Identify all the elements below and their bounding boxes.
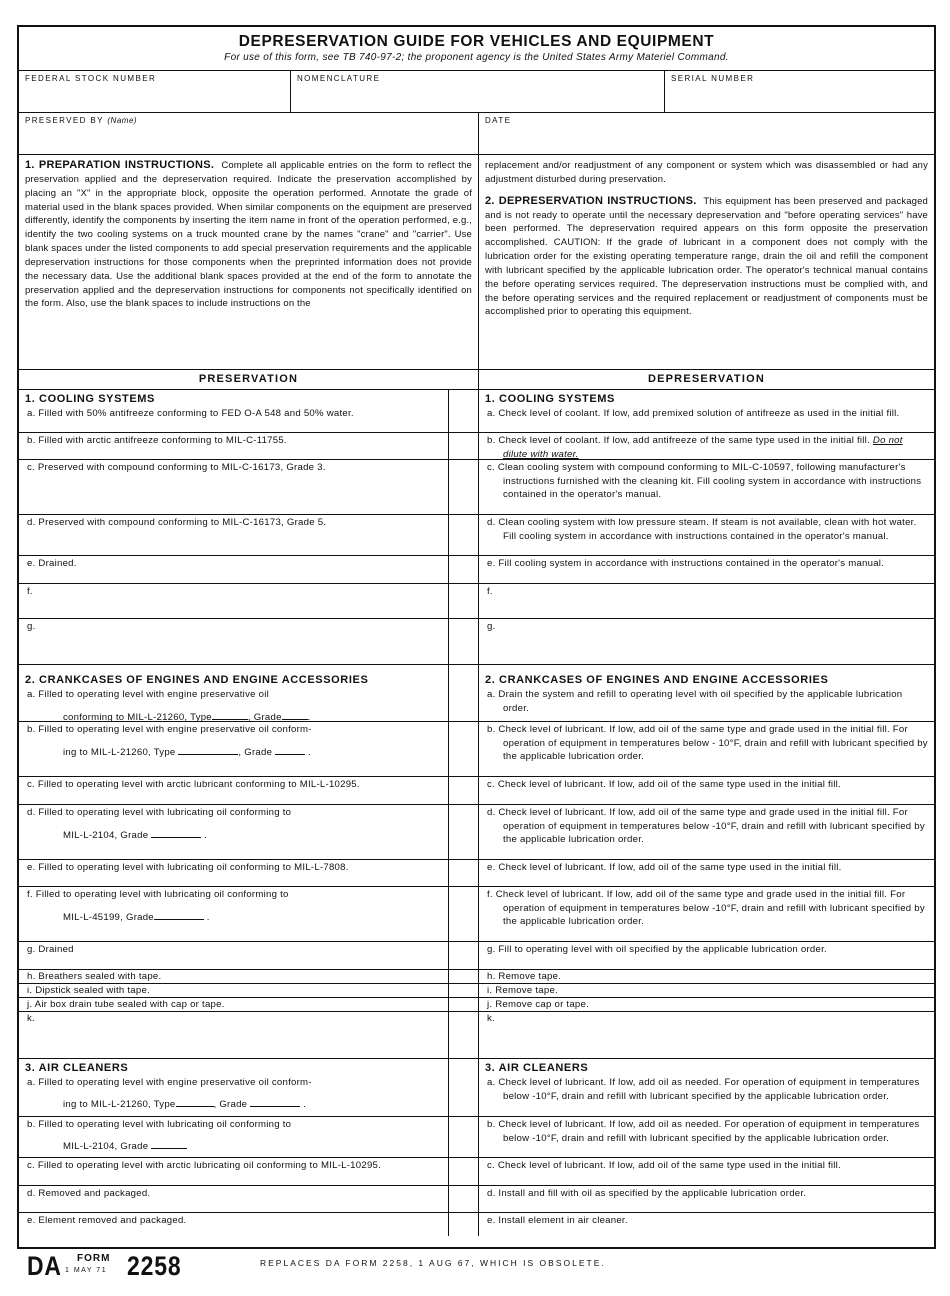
crank-pres-g: g. Drained: [27, 944, 74, 955]
crank-row-e: [19, 860, 478, 887]
preparation-continued: replacement and/or readjustment of any component or system which was disassembled or had any adjustment disturbed during preservation.: [485, 160, 928, 185]
crank-dep-row-b: [479, 722, 934, 777]
air-pres-b: b. Filled to operating level with lubricating oil conforming to: [27, 1119, 292, 1130]
preparation-text: Complete all applicable entries on the form to reflect the preservation applied and the depreservation required. Indicate the preservation accomplished by placing an "X" in the appropriate block, opposite the operation performed. Annotate the grade of material used in the blank spaces provided. When similar components on the equipment are preserved differently, identify the components by inserting the item name in front of the operation performed, e.g., identify the two cooling systems on a truck mounted crane by the names "crane" and "carrier". Use blank spaces under the listed components to add special preservation requirements and the applicable depreservation instructions for those components when the preprinted information does not provide the necessary data. Use the additional blank spaces provided at the end of the form to annotate the preservation applied and the depreservation instructions for components not specifically identified on the form. Also, use the blank spaces to include instructions on the: [25, 160, 472, 310]
serial-number-field[interactable]: [665, 71, 934, 112]
crankcase-depreservation: [479, 665, 934, 1058]
cooling-dep-row-e: [479, 556, 934, 584]
air-row-b: [19, 1117, 478, 1158]
crank-dep-e: e. Check level of lubricant. If low, add oil of the same type used in the initial fill.: [487, 862, 842, 873]
cooling-dep-heading: 1. COOLING SYSTEMS: [485, 393, 615, 405]
form-date: 1 MAY 71: [65, 1267, 108, 1274]
crank-row-h: [19, 970, 478, 984]
air-depreservation: [479, 1059, 934, 1236]
type-blank[interactable]: [212, 710, 248, 720]
grade-blank[interactable]: [250, 1097, 300, 1107]
crank-dep-row-c: [479, 777, 934, 805]
form-number: 2258: [127, 1251, 182, 1281]
preserved-by-text: PRESERVED BY: [25, 116, 104, 125]
crank-pres-b2: ing to MIL-L-21260, Type , Grade .: [63, 746, 311, 758]
serial-number-label: SERIAL NUMBER: [671, 74, 755, 83]
crank-pres-b-grade: , Grade: [238, 746, 273, 758]
type-blank[interactable]: [176, 1097, 214, 1107]
crank-checkbox-k[interactable]: [448, 1012, 478, 1058]
cooling-dep-row-a: [479, 390, 934, 433]
cooling-dep-g: g.: [487, 621, 496, 632]
form-label: FORM: [77, 1253, 111, 1264]
air-checkbox-c[interactable]: [448, 1158, 478, 1185]
form-footer: [27, 1250, 927, 1290]
air-checkbox-b[interactable]: [448, 1117, 478, 1157]
air-dep-row-d: [479, 1186, 934, 1213]
air-pres-b2: [19, 1132, 448, 1154]
crank-dep-d: d. Check level of lubricant. If low, add oil of the same type and grade used in the initial fill. For operation of equipment in temperatures below -10°F, drain and refill with lubricant specified by the applicable lubrication order.: [487, 807, 925, 846]
air-pres-e: e. Element removed and packaged.: [27, 1215, 187, 1226]
cooling-checkbox-a[interactable]: [448, 390, 478, 432]
crank-pres-e: e. Filled to operating level with lubricating oil conforming to MIL-L-7808.: [27, 862, 349, 873]
crank-pres-a: a. Filled to operating level with engine preservative oil: [27, 689, 269, 700]
crank-row-j: [19, 998, 478, 1012]
grade-blank[interactable]: [282, 710, 308, 720]
cooling-pres-c: c. Preserved with compound conforming to MIL-C-16173, Grade 3.: [27, 462, 326, 473]
air-pres-a-grade: , Grade: [213, 1098, 248, 1110]
cooling-pres-a: a. Filled with 50% antifreeze conforming to FED O-A 548 and 50% water.: [27, 408, 354, 419]
air-pres-d: d. Removed and packaged.: [27, 1188, 151, 1199]
air-dep-c: c. Check level of lubricant. If low, add oil of the same type used in the initial fill.: [487, 1160, 841, 1171]
crank-pres-a-type: conforming to MIL-L-21260, Type: [63, 711, 212, 723]
cooling-heading: 1. COOLING SYSTEMS: [25, 393, 155, 405]
air-pres-a-type: ing to MIL-L-21260, Type: [63, 1098, 176, 1110]
type-blank[interactable]: [178, 745, 238, 755]
cooling-depreservation: [479, 390, 934, 664]
crank-row-a: [19, 665, 478, 722]
cooling-dep-f: f.: [487, 586, 493, 597]
cooling-checkbox-d[interactable]: [448, 515, 478, 555]
air-dep-heading: 3. AIR CLEANERS: [485, 1062, 589, 1074]
cooling-row-g: [19, 619, 478, 664]
cooling-row-b: [19, 433, 478, 460]
cooling-row-f: [19, 584, 478, 619]
crank-dep-a: a. Drain the system and refill to operating level with oil specified by the applicable lubrication order.: [487, 689, 903, 714]
cooling-dep-b: [479, 433, 934, 459]
preparation-heading: 1. PREPARATION INSTRUCTIONS.: [25, 159, 215, 171]
cooling-checkbox-g[interactable]: [448, 619, 478, 664]
cooling-dep-row-f: [479, 584, 934, 619]
air-row-e: [19, 1213, 478, 1236]
crank-dep-row-f: [479, 887, 934, 942]
grade-blank[interactable]: [154, 910, 204, 920]
cooling-checkbox-b[interactable]: [448, 433, 478, 459]
preparation-instructions: [19, 155, 478, 311]
air-dep-d: d. Install and fill with oil as specified by the applicable lubrication order.: [487, 1188, 807, 1199]
crank-checkbox-g[interactable]: [448, 942, 478, 969]
crank-row-d: [19, 805, 478, 860]
crank-pres-f: f. Filled to operating level with lubricating oil conforming to: [27, 889, 289, 900]
air-dep-row-e: [479, 1213, 934, 1236]
crankcase-dep-heading: 2. CRANKCASES OF ENGINES AND ENGINE ACCESSORIES: [485, 674, 829, 686]
air-pres-b-grade: MIL-L-2104, Grade: [63, 1140, 149, 1152]
cooling-systems-section: [19, 390, 934, 665]
air-pres-a2: ing to MIL-L-21260, Type , Grade .: [63, 1098, 307, 1110]
air-preservation: [19, 1059, 479, 1236]
preserved-by-field[interactable]: [19, 113, 479, 154]
crankcase-section: [19, 665, 934, 1059]
crank-checkbox-j[interactable]: [448, 998, 478, 1011]
cooling-dep-row-b: [479, 433, 934, 460]
crank-checkbox-d[interactable]: [448, 805, 478, 859]
crank-dep-k: k.: [487, 1013, 495, 1024]
cooling-pres-b: b. Filled with arctic antifreeze conforming to MIL-C-11755.: [27, 435, 287, 446]
crank-row-f: [19, 887, 478, 942]
crank-pres-f2: MIL-L-45199, Grade .: [63, 911, 210, 923]
grade-blank[interactable]: [275, 745, 305, 755]
cooling-pres-f: f.: [27, 586, 33, 597]
cooling-row-c: [19, 460, 478, 515]
crank-dep-j: j. Remove cap or tape.: [487, 999, 590, 1010]
instructions-left: [19, 155, 479, 369]
depreservation-text: This equipment has been preserved and packaged and is not ready to operate until the necessary depreservation and "before operating services" have been performed. The depreservation required appears on this form opposite the preservation accomplished. CAUTION: If the grade of lubricant in a component does not comply with the lubrication order for the existing operating temperature range, drain the oil and refill the component with lubricant specified by the applicable lubrication order. The operator's technical manual contains the before operating services required. The depreservation instructions must be complied with, and the before operating services and the required replacement or readjustment of components must be accomplished prior to operating this equipment.: [485, 195, 928, 318]
form-title: DEPRESERVATION GUIDE FOR VEHICLES AND EQUIPMENT: [238, 33, 715, 50]
cooling-checkbox-c[interactable]: [448, 460, 478, 514]
crank-pres-d: d. Filled to operating level with lubricating oil conforming to: [27, 807, 292, 818]
air-checkbox-a[interactable]: [448, 1059, 478, 1116]
crank-pres-h: h. Breathers sealed with tape.: [27, 971, 162, 982]
crank-checkbox-c[interactable]: [448, 777, 478, 804]
cooling-dep-a: a. Check level of coolant. If low, add premixed solution of antifreeze as used in the initial fill.: [487, 408, 900, 419]
da-label: DA: [27, 1251, 62, 1281]
crank-pres-d2: MIL-L-2104, Grade .: [63, 829, 208, 841]
crank-dep-row-h: [479, 970, 934, 984]
cooling-dep-b-text: b. Check level of coolant. If low, add antifreeze of the same type used in the initial fill.: [487, 435, 870, 446]
cooling-pres-e: e. Drained.: [27, 558, 77, 569]
grade-blank[interactable]: [151, 1139, 187, 1149]
crank-dep-row-j: [479, 998, 934, 1012]
crank-dep-row-i: [479, 984, 934, 998]
form-subtitle: For use of this form, see TB 740-97-2; the proponent agency is the United States Army Materiel Command.: [224, 52, 729, 63]
cooling-row-a: [19, 390, 478, 433]
depreservation-heading: 2. DEPRESERVATION INSTRUCTIONS.: [485, 194, 697, 207]
crankcase-preservation: [19, 665, 479, 1058]
replaces-note: REPLACES DA FORM 2258, 1 AUG 67, WHICH IS OBSOLETE.: [260, 1258, 606, 1268]
cooling-dep-c: c. Clean cooling system with compound conforming to MIL-C-10597, following manufacturer's instructions furnished with the cleaning kit. Fill cooling system in accordance with instructions contained in the operator's manual.: [487, 462, 922, 501]
crank-pres-c: c. Filled to operating level with arctic lubricant conforming to MIL-L-10295.: [27, 779, 360, 790]
air-dep-e: e. Install element in air cleaner.: [487, 1215, 628, 1226]
form-header: [19, 27, 934, 71]
preserved-by-name-hint: (Name): [107, 116, 138, 125]
crank-dep-row-d: [479, 805, 934, 860]
air-row-a: [19, 1059, 478, 1117]
federal-stock-number-field[interactable]: [19, 71, 291, 112]
crank-dep-i: i. Remove tape.: [487, 985, 558, 996]
crank-dep-row-k: [479, 1012, 934, 1058]
cooling-dep-row-d: [479, 515, 934, 556]
crank-checkbox-i[interactable]: [448, 984, 478, 997]
air-checkbox-e[interactable]: [448, 1213, 478, 1236]
instructions-right: [479, 155, 934, 369]
air-dep-a: a. Check level of lubricant. If low, add oil as needed. For operation of equipment in temperatures below -10°F, drain and refill with lubricant specified by the applicable lubrication order.: [487, 1077, 920, 1102]
crank-dep-f: f. Check level of lubricant. If low, add oil of the same type and grade used in the initial fill. For operation of equipment in temperatures below -10°F, drain and refill with lubricant specified by the applicable lubrication order.: [487, 889, 925, 928]
cooling-preservation: [19, 390, 479, 664]
cooling-row-d: [19, 515, 478, 556]
air-cleaners-section: [19, 1059, 934, 1236]
crank-checkbox-e[interactable]: [448, 860, 478, 886]
cooling-pres-d: d. Preserved with compound conforming to MIL-C-16173, Grade 5.: [27, 517, 327, 528]
form: [17, 25, 936, 1249]
crank-pres-b-type: ing to MIL-L-21260, Type: [63, 746, 176, 758]
crank-dep-c: c. Check level of lubricant. If low, add oil of the same type used in the initial fill.: [487, 779, 841, 790]
cooling-pres-g: g.: [27, 621, 36, 632]
crank-dep-row-g: [479, 942, 934, 970]
crank-pres-j: j. Air box drain tube sealed with cap or tape.: [27, 999, 225, 1010]
air-dep-row-b: [479, 1117, 934, 1158]
id-row: [19, 71, 934, 113]
preservation-column-header: PRESERVATION: [19, 370, 479, 389]
crank-dep-row-e: [479, 860, 934, 887]
air-dep-row-a: [479, 1059, 934, 1117]
crank-checkbox-a[interactable]: [448, 665, 478, 721]
instructions: [19, 155, 934, 370]
crank-row-k: [19, 1012, 478, 1058]
crankcase-heading: 2. CRANKCASES OF ENGINES AND ENGINE ACCESSORIES: [25, 674, 369, 686]
crank-dep-g: g. Fill to operating level with oil specified by the applicable lubrication order.: [487, 944, 827, 955]
cooling-dep-d: d. Clean cooling system with low pressure steam. If steam is not available, clean with hot water. Fill cooling system in accordance with instructions contained in the operator's manual.: [487, 517, 917, 542]
crank-dep-row-a: [479, 665, 934, 722]
crank-pres-d-grade: MIL-L-2104, Grade: [63, 829, 149, 841]
preserved-by-row: [19, 113, 934, 155]
air-checkbox-d[interactable]: [448, 1186, 478, 1212]
cooling-dep-b-caution: Do not dilute with water.: [503, 435, 903, 460]
cooling-checkbox-f[interactable]: [448, 584, 478, 618]
air-row-c: [19, 1158, 478, 1186]
crank-row-g: [19, 942, 478, 970]
crank-checkbox-b[interactable]: [448, 722, 478, 776]
cooling-dep-row-c: [479, 460, 934, 515]
date-label: DATE: [485, 116, 512, 125]
crank-checkbox-f[interactable]: [448, 887, 478, 941]
cooling-dep-row-g: [479, 619, 934, 664]
nomenclature-field[interactable]: [291, 71, 665, 112]
crank-checkbox-h[interactable]: [448, 970, 478, 983]
air-pres-a: a. Filled to operating level with engine preservative oil conform-: [27, 1077, 312, 1088]
crank-dep-h: h. Remove tape.: [487, 971, 562, 982]
federal-stock-number-label: FEDERAL STOCK NUMBER: [25, 74, 157, 83]
crank-pres-b: b. Filled to operating level with engine preservative oil conform-: [27, 724, 312, 735]
crank-pres-i: i. Dipstick sealed with tape.: [27, 985, 150, 996]
crank-dep-b: b. Check level of lubricant. If low, add oil of the same type and grade used in the initial fill. For operation of equipment in temperatures below - 10°F, drain and refill with lubricant specified by the applicable lubrication order.: [487, 724, 928, 763]
preserved-by-label: [19, 113, 478, 128]
crank-pres-a2: conforming to MIL-L-21260, Type , Grade .: [63, 711, 311, 723]
grade-blank[interactable]: [151, 828, 201, 838]
crank-row-i: [19, 984, 478, 998]
air-dep-row-c: [479, 1158, 934, 1186]
date-field[interactable]: [479, 113, 934, 154]
nomenclature-label: NOMENCLATURE: [297, 74, 381, 83]
air-row-d: [19, 1186, 478, 1213]
crank-pres-f-grade: MIL-L-45199, Grade: [63, 911, 154, 923]
air-pres-c: c. Filled to operating level with arctic lubricating oil conforming to MIL-L-10295.: [27, 1160, 382, 1171]
crank-row-b: [19, 722, 478, 777]
air-heading: 3. AIR CLEANERS: [25, 1062, 129, 1074]
column-headers: [19, 370, 934, 390]
depreservation-column-header: DEPRESERVATION: [647, 373, 766, 385]
cooling-checkbox-e[interactable]: [448, 556, 478, 583]
air-dep-b: b. Check level of lubricant. If low, add oil as needed. For operation of equipment in temperatures below -10°F, drain and refill with lubricant specified by the applicable lubrication order.: [487, 1119, 920, 1144]
crank-pres-a-grade: , Grade: [247, 711, 282, 723]
crank-row-c: [19, 777, 478, 805]
crank-pres-k: k.: [27, 1013, 35, 1024]
cooling-dep-e: e. Fill cooling system in accordance with instructions contained in the operator's manual.: [487, 558, 885, 569]
cooling-row-e: [19, 556, 478, 584]
depreservation-instructions: [479, 187, 934, 320]
